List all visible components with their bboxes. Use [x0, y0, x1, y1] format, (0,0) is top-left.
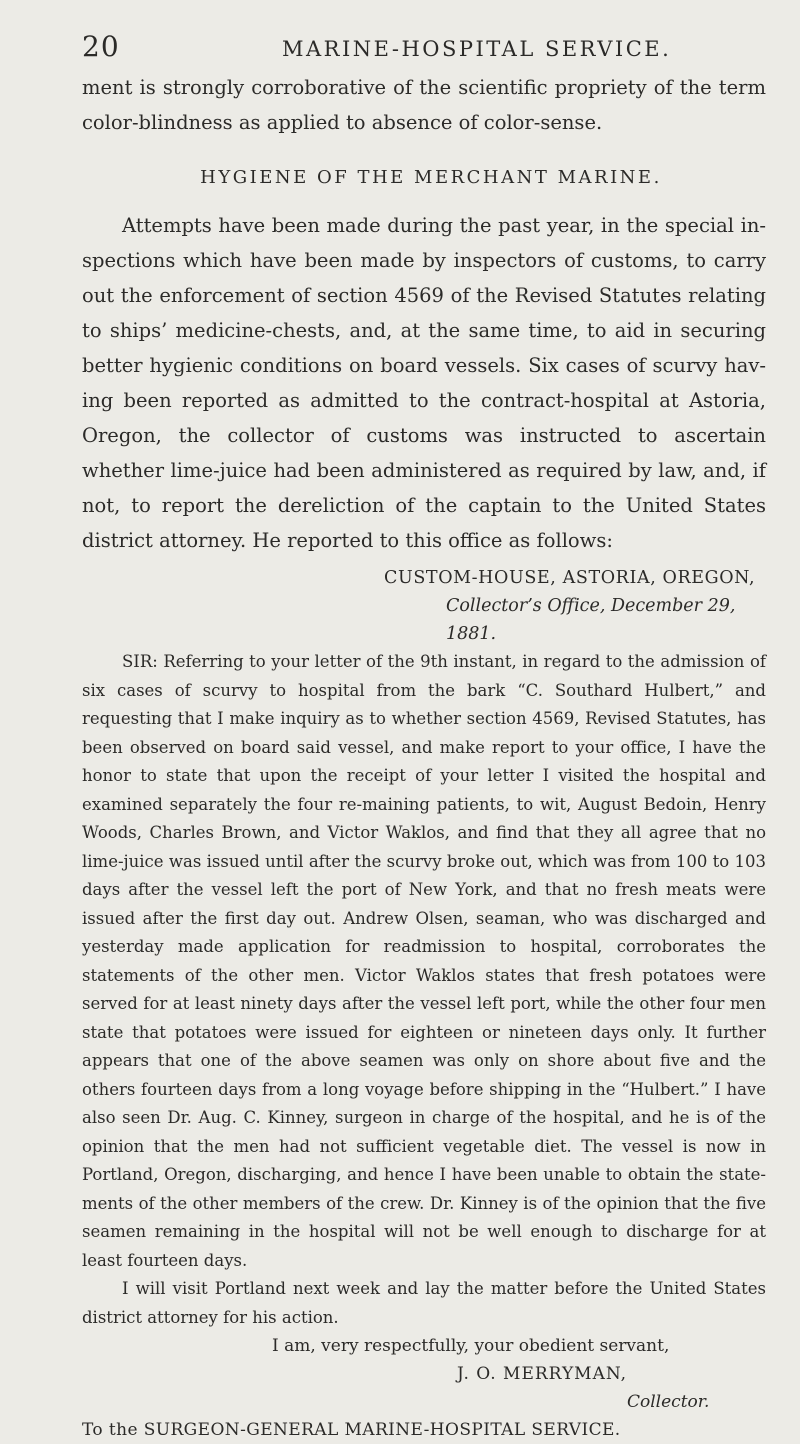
letter-signature: J. O. MERRYMAN, [457, 1364, 628, 1384]
letter-address: To the SURGEON-GENERAL MARINE-HOSPITAL SERVICE. [82, 1420, 621, 1440]
page-number: 20 [82, 30, 120, 63]
letter-closing: I am, very respectfully, your obedient servant, [272, 1336, 670, 1356]
letter-second-paragraph: I will visit Portland next week and lay the matter before the United States district attorney for his action. [82, 1279, 766, 1327]
quoted-letter [82, 564, 766, 1444]
running-header [82, 30, 766, 70]
section-heading: HYGIENE OF THE MERCHANT MARINE. [200, 167, 662, 188]
intro-paragraph: ment is strongly corroborative of the scientific propriety of the term color-blindness as applied to absence of color-sense. [82, 76, 766, 134]
running-title: MARINE-HOSPITAL SERVICE. [282, 37, 672, 61]
letter-signature-title: Collector. [627, 1392, 710, 1412]
letter-date: Collector’s Office, December 29, 1881. [446, 596, 736, 644]
letter-place: CUSTOM-HOUSE, ASTORIA, OREGON, [384, 568, 756, 588]
letter-body: SIR: Referring to your letter of the 9th instant, in regard to the admission of six cases of scurvy to hospital from the bark “C. Southard Hulbert,” and requesting that I make inquiry as to whether section 4569, Revised Statutes, has been observed on board said vessel, and make report to your office, I have the honor to state that upon the receipt of your letter I visited the hospital and examined separately the four re-maining patients, to wit, August Bedoin, Henry Woods, Charles Brown, and Victor Waklos, and find that they all agree that no lime-juice was issued until after the scurvy broke out, which was from 100 to 103 days after the vessel left the port of New York, and that no fresh meats were issued after the first day out. Andrew Olsen, seaman, who was discharged and yesterday made application for readmission to hospital, corroborates the statements of the other men. Victor Waklos states that fresh potatoes were served for at least ninety days after the vessel left port, while the other four men state that potatoes were issued for eighteen or nineteen days only. It further appears that one of the above seamen was only on shore about five and the others fourteen days from a long voyage before shipping in the “Hulbert.” I have also seen Dr. Aug. C. Kinney, surgeon in charge of the hospital, and he is of the opinion that the men had not sufficient vegetable diet. The vessel is now in Portland, Oregon, discharging, and hence I have been unable to obtain the state-ments of the other members of the crew. Dr. Kinney is of the opinion that the five seamen remaining in the hospital will not be well enough to discharge for at least fourteen days. [82, 652, 766, 1270]
main-paragraph: Attempts have been made during the past year, in the special in-spections which have been made by inspectors of customs, to carry out the enforcement of section 4569 of the Revised Statutes relating to ships’ medicine-chests, and, at the same time, to aid in securing better hygienic conditions on board vessels. Six cases of scurvy hav-ing been reported as admitted to the contract-hospital at Astoria, Oregon, the collector of customs was instructed to ascertain whether lime-juice had been administered as required by law, and, if not, to report the dereliction of the captain to the United States district attorney. He reported to this office as follows: [82, 214, 766, 552]
